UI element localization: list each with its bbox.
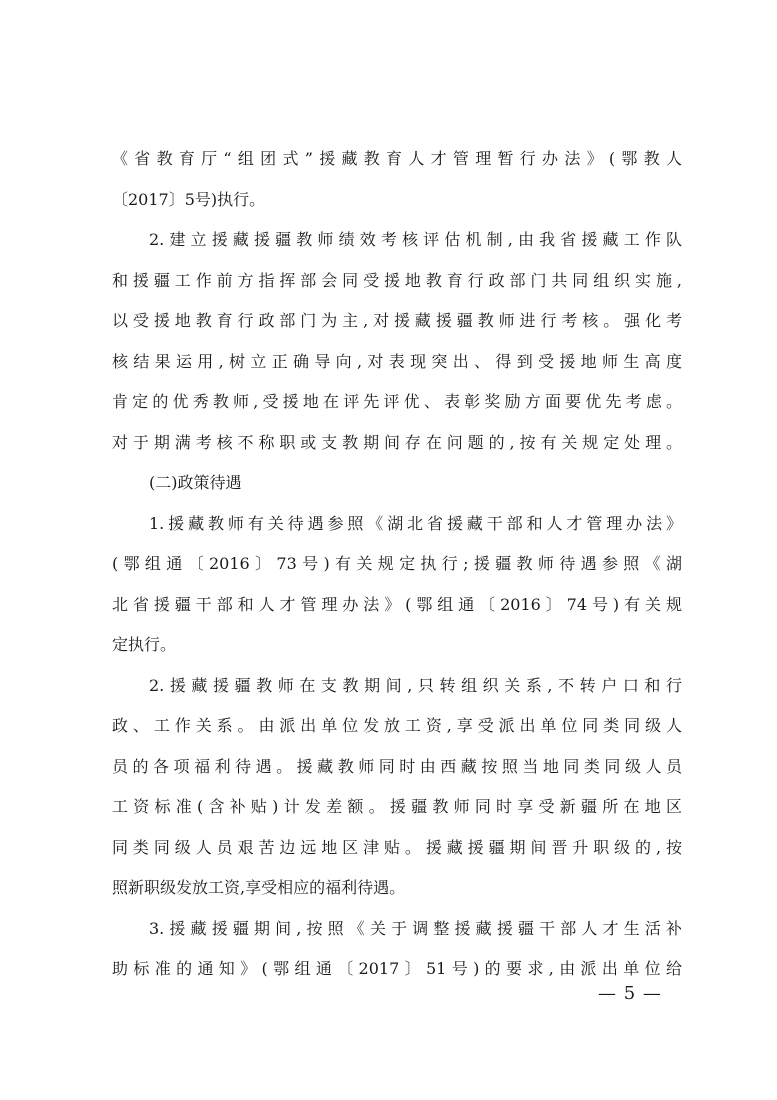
- page-number: — 5 —: [598, 983, 662, 1004]
- text-line: 对于期满考核不称职或支教期间存在问题的,按有关规定处理。: [112, 432, 682, 452]
- text-line: 核结果运用,树立正确导向,对表现突出、得到受援地师生高度: [112, 351, 682, 371]
- text-line: 1.援藏教师有关待遇参照《湖北省援藏干部和人才管理办法》: [149, 513, 682, 533]
- text-line: 员的各项福利待遇。援藏教师同时由西藏按照当地同类同级人员: [112, 756, 682, 776]
- text-line: 和援疆工作前方指挥部会同受援地教育行政部门共同组织实施,: [112, 270, 682, 290]
- text-line: 同类同级人员艰苦边远地区津贴。援藏援疆期间晋升职级的,按: [112, 837, 682, 857]
- text-line: 2.建立援藏援疆教师绩效考核评估机制,由我省援藏工作队: [149, 230, 682, 249]
- text-line: 助标准的通知》(鄂组通〔2017〕51号)的要求,由派出单位给: [112, 959, 682, 978]
- text-line: 3.援藏援疆期间,按照《关于调整援藏援疆干部人才生活补: [149, 918, 682, 938]
- text-line: 〔2017〕5号)执行。: [112, 189, 266, 209]
- text-line: 政、工作关系。由派出单位发放工资,享受派出单位同类同级人: [112, 716, 682, 735]
- text-line: 《省教育厅“组团式”援藏教育人才管理暂行办法》(鄂教人: [112, 149, 682, 168]
- text-line: 照新职级发放工资,享受相应的福利待遇。: [112, 878, 406, 897]
- document-body: [112, 146, 682, 997]
- text-line: (鄂组通〔2016〕73号)有关规定执行;援疆教师待遇参照《湖: [112, 554, 682, 573]
- text-line: 2.援藏援疆教师在支教期间,只转组织关系,不转户口和行: [149, 675, 682, 695]
- text-line: 定执行。: [112, 635, 177, 654]
- text-line: 北省援疆干部和人才管理办法》(鄂组通〔2016〕74号)有关规: [112, 594, 682, 614]
- text-line: (二)政策待遇: [149, 473, 242, 492]
- text-line: 肯定的优秀教师,受援地在评先评优、表彰奖励方面要优先考虑。: [112, 392, 682, 411]
- text-line: 以受援地教育行政部门为主,对援藏援疆教师进行考核。强化考: [112, 311, 682, 330]
- text-line: 工资标准(含补贴)计发差额。援疆教师同时享受新疆所在地区: [112, 797, 682, 816]
